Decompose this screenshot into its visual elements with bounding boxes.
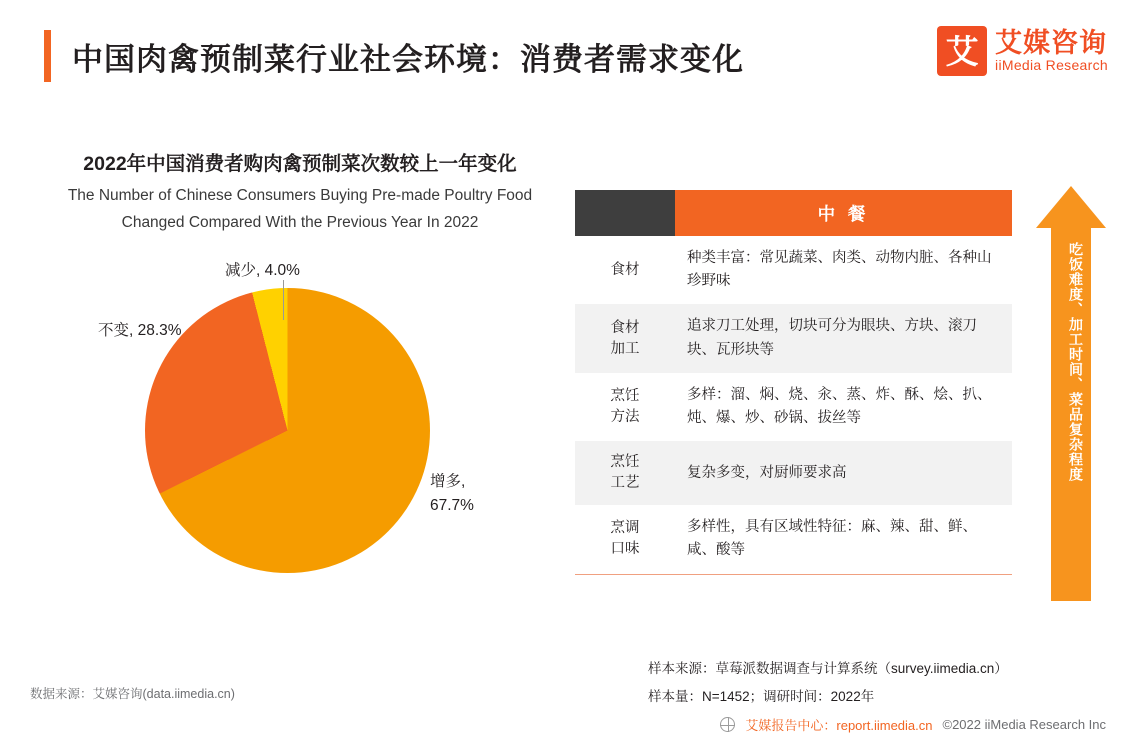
complexity-arrow: [1036, 186, 1106, 601]
table-row-category-line2: 工艺: [610, 475, 640, 492]
page-header: [0, 0, 1134, 104]
pie-label-same: 不变, 28.3%: [98, 322, 182, 340]
table-row-category: [575, 373, 675, 441]
report-center-link[interactable]: 艾媒报告中心：report.iimedia.cn: [745, 718, 933, 733]
globe-icon: [720, 717, 735, 732]
table-row-category: [575, 505, 675, 574]
table-row-description: 多样：溜、焖、烧、汆、蒸、炸、酥、烩、扒、炖、爆、炒、砂锅、拔丝等: [687, 386, 992, 426]
table-row-category-line2: 方法: [610, 408, 640, 425]
table-corner-cell: [575, 190, 675, 236]
table-row-description: 追求刀工处理，切块可分为眼块、方块、滚刀块、瓦形块等: [675, 304, 1012, 372]
pie-chart-panel: [30, 140, 570, 610]
pie-label-decrease: 减少, 4.0%: [225, 262, 300, 280]
pie-chart: [30, 258, 570, 608]
table-row-description: 复杂多变，对厨师要求高: [675, 441, 1012, 505]
table-row-category: [575, 441, 675, 505]
table-row-category-line1: 烹调: [610, 520, 640, 537]
pie-label-increase-value: 67.7%: [430, 496, 474, 514]
arrow-label: 吃饭难度、加工时间、菜品复杂程度: [1068, 242, 1084, 482]
table-row-category: [575, 304, 675, 372]
logo-mark-icon: 艾: [937, 26, 987, 76]
table-row: [575, 236, 1012, 304]
chart-subtitle-line1: The Number of Chinese Consumers Buying Pre-made Poultry Food: [67, 187, 533, 204]
title-accent-bar: [44, 30, 51, 82]
table-row: [575, 505, 1012, 574]
logo-text-en: iiMedia Research: [995, 57, 1108, 74]
table-header-row: [575, 190, 1012, 236]
chart-subtitle-line2: Changed Compared With the Previous Year In 2022: [121, 214, 479, 232]
footer-bar: [0, 712, 1134, 737]
table-row-category: 食材: [610, 261, 640, 278]
table-row-category-line1: 烹饪: [610, 387, 640, 404]
pie-label-increase: [430, 470, 474, 517]
page-title: 中国肉禽预制菜行业社会环境：消费者需求变化: [72, 42, 744, 77]
comparison-table: [575, 190, 1012, 575]
chart-subtitle: [30, 182, 570, 236]
brand-logo: [937, 26, 1108, 76]
logo-text-zh: 艾媒咨询: [995, 27, 1108, 58]
sample-size-note: 样本量：N=1452；调研时间：2022年: [648, 689, 875, 705]
pie-slices: [145, 288, 430, 573]
table-row-category-line1: 食材: [610, 319, 640, 336]
table-header-chinese-cuisine: 中 餐: [675, 190, 1012, 236]
chart-source-note: 数据来源：艾媒咨询(data.iimedia.cn): [30, 687, 235, 701]
table-row-category-line2: 口味: [610, 541, 640, 558]
leader-line-decrease: [283, 280, 284, 320]
table-row-description: 种类丰富：常见蔬菜、肉类、动物内脏、各种山珍野味: [687, 250, 992, 290]
copyright-text: ©2022 iiMedia Research Inc: [942, 717, 1106, 732]
table-row: [575, 441, 1012, 505]
sample-source-note: 样本来源：草莓派数据调查与计算系统（survey.iimedia.cn）: [648, 661, 1008, 676]
arrow-head-icon: [1036, 186, 1106, 228]
table-row: [575, 373, 1012, 441]
footer-notes: [648, 655, 1118, 712]
chart-title: 2022年中国消费者购肉禽预制菜次数较上一年变化: [83, 153, 517, 175]
table-row: [575, 304, 1012, 372]
pie-label-increase-name: 增多,: [430, 473, 466, 491]
table-row-category-line1: 烹饪: [610, 454, 640, 471]
table-row-category-line2: 加工: [610, 340, 640, 357]
table-row-description: 多样性，具有区域性特征：麻、辣、甜、鲜、咸、酸等: [675, 505, 1012, 574]
